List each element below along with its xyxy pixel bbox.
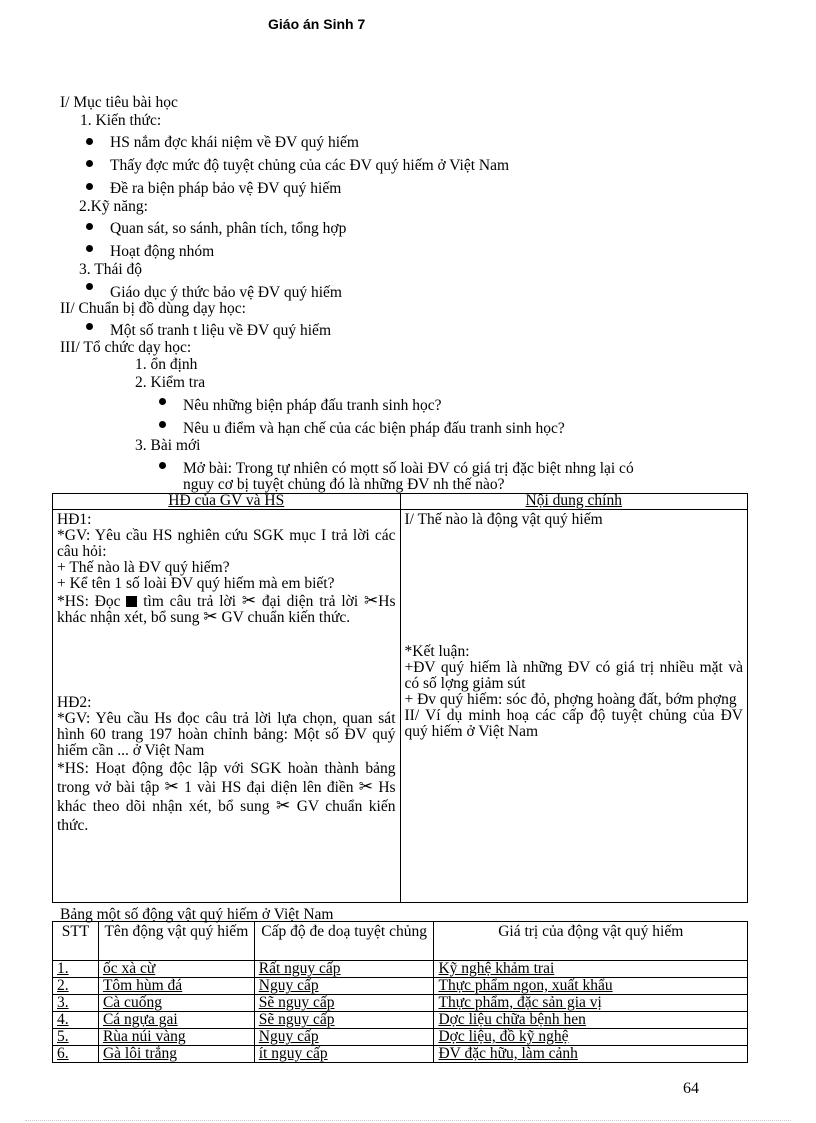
section-3-title: III/ Tổ chức dạy học: bbox=[60, 339, 192, 356]
header-value: Giá trị của động vật quý hiếm bbox=[434, 922, 748, 961]
table-cell: Sẽ nguy cấp bbox=[254, 995, 434, 1012]
table-cell: Sẽ nguy cấp bbox=[254, 1012, 434, 1029]
page-header: Giáo án Sinh 7 bbox=[268, 16, 366, 32]
knowledge-item: Đề ra biện pháp bảo vệ ĐV quý hiếm bbox=[110, 180, 342, 197]
knowledge-item: HS nắm đợc khái niệm về ĐV quý hiếm bbox=[110, 134, 359, 151]
table-cell: 2. bbox=[53, 978, 99, 995]
table-caption: Bảng một số động vật quý hiếm ở Việt Nam bbox=[60, 906, 334, 923]
bullet-icon bbox=[86, 160, 93, 167]
scissors-icon: ✂ bbox=[241, 591, 257, 610]
table-row bbox=[53, 1012, 748, 1029]
table-cell: Thực phẩm, đặc sản gia vị bbox=[434, 995, 748, 1012]
endangered-animals-table bbox=[52, 921, 748, 1063]
scissors-icon: ✂ bbox=[164, 777, 179, 796]
table-cell: ĐV đặc hữu, làm cảnh bbox=[434, 1046, 748, 1063]
conclusion-title: *Kết luận: bbox=[404, 643, 470, 660]
bullet-icon bbox=[86, 138, 93, 145]
step-item: 2. Kiểm tra bbox=[135, 374, 206, 391]
page-number: 64 bbox=[683, 1080, 699, 1097]
table-cell: 1. bbox=[53, 961, 99, 978]
bullet-icon bbox=[159, 462, 166, 469]
header-animal-name: Tên động vật quý hiếm bbox=[98, 922, 254, 961]
table-cell: Rùa núi vàng bbox=[98, 1029, 254, 1046]
scissors-icon: ✂ bbox=[203, 607, 218, 626]
scissors-icon: ✂ bbox=[358, 777, 374, 796]
hd1-title: HĐ1: bbox=[57, 511, 92, 528]
preparation-item: Một số tranh t liệu về ĐV quý hiếm bbox=[110, 322, 331, 339]
skill-item: Hoạt động nhóm bbox=[110, 243, 215, 260]
square-icon bbox=[126, 596, 137, 607]
table-cell: Dợc liệu chữa bệnh hen bbox=[434, 1012, 748, 1029]
content-heading-1: I/ Thế nào là động vật quý hiếm bbox=[404, 511, 603, 528]
table-cell: Cá ngựa gai bbox=[98, 1012, 254, 1029]
page-bottom-divider bbox=[25, 1120, 791, 1121]
table-cell: ốc xà cừ bbox=[98, 961, 254, 978]
hd2-title: HĐ2: bbox=[57, 694, 92, 711]
table-cell: Nguy cấp bbox=[254, 1029, 434, 1046]
table-cell: 3. bbox=[53, 995, 99, 1012]
step-item: 3. Bài mới bbox=[135, 437, 201, 454]
subsection-skills: 2.Kỹ năng: bbox=[79, 198, 148, 215]
hd2-student: *HS: Hoạt động độc lập với SGK hoàn thành bảng trong vở bài tập ✂ 1 vài HS đại diện lên điền ✂ Hs khác theo dõi nhận xét, bổ sung ✂ GV chuẩn kiến thức. bbox=[57, 760, 396, 834]
content-header: Nội dung chính bbox=[400, 494, 748, 510]
bullet-icon bbox=[159, 421, 166, 428]
table-cell: Nguy cấp bbox=[254, 978, 434, 995]
intro-text: Mở bài: Trong tự nhiên có mọtt số loài ĐV có giá trị đặc biệt nhng lại có bbox=[183, 460, 634, 477]
table-cell: 4. bbox=[53, 1012, 99, 1029]
table-cell: ít nguy cấp bbox=[254, 1046, 434, 1063]
step-item: 1. ổn định bbox=[135, 356, 198, 373]
header-threat-level: Cấp độ đe doạ tuyệt chủng bbox=[254, 922, 434, 961]
table-cell: 6. bbox=[53, 1046, 99, 1063]
table-cell: Cà cuống bbox=[98, 995, 254, 1012]
table-row bbox=[53, 1046, 748, 1063]
table-row bbox=[53, 995, 748, 1012]
activities-header: HĐ của GV và HS bbox=[53, 494, 401, 510]
table-row bbox=[53, 1029, 748, 1046]
hd1-question: + Thế nào là ĐV quý hiếm? bbox=[57, 559, 230, 576]
bullet-icon bbox=[86, 283, 93, 290]
intro-text: nguy cơ bị tuyệt chủng đó là những ĐV nh thế nào? bbox=[183, 476, 505, 493]
bullet-icon bbox=[159, 398, 166, 405]
hd1-question: + Kể tên 1 số loài ĐV quý hiếm mà em biết? bbox=[57, 575, 335, 592]
bullet-icon bbox=[86, 223, 93, 230]
table-cell: Rất nguy cấp bbox=[254, 961, 434, 978]
table-cell: Kỹ nghệ khảm trai bbox=[434, 961, 748, 978]
subsection-attitude: 3. Thái độ bbox=[79, 261, 142, 278]
review-question: Nêu u điểm và hạn chế của các biện pháp đấu tranh sinh học? bbox=[183, 420, 565, 437]
scissors-icon: ✂ bbox=[364, 591, 379, 610]
section-1-title: I/ Mục tiêu bài học bbox=[60, 94, 178, 111]
table-row bbox=[53, 978, 748, 995]
header-stt: STT bbox=[53, 922, 99, 961]
hd1-student: *HS: Đọc tìm câu trả lời ✂ đại diện trả lời ✂Hs khác nhận xét, bổ sung ✂ GV chuẩn kiến thức. bbox=[57, 591, 396, 626]
hd1-teacher: *GV: Yêu cầu HS nghiên cứu SGK mục I trả lời các câu hỏi: bbox=[57, 527, 396, 560]
bullet-icon bbox=[86, 323, 93, 330]
attitude-item: Giáo dục ý thức bảo vệ ĐV quý hiếm bbox=[110, 284, 342, 301]
bullet-icon bbox=[86, 245, 93, 252]
knowledge-item: Thấy đợc mức độ tuyệt chủng của các ĐV quý hiếm ở Việt Nam bbox=[110, 157, 510, 174]
review-question: Nêu những biện pháp đấu tranh sinh học? bbox=[183, 397, 442, 414]
table-cell: Tôm hùm đá bbox=[98, 978, 254, 995]
table-cell: Thực phẩm ngon, xuất khẩu bbox=[434, 978, 748, 995]
table-row bbox=[53, 961, 748, 978]
skill-item: Quan sát, so sánh, phân tích, tổng hợp bbox=[110, 220, 347, 237]
section-2-title: II/ Chuẩn bị đồ dùng dạy học: bbox=[60, 300, 246, 317]
bullet-icon bbox=[86, 183, 93, 190]
hd2-teacher: *GV: Yêu cầu Hs đọc câu trả lời lựa chọn, quan sát hình 60 trang 197 hoàn chỉnh bảng: Một số ĐV quý hiếm cần ... ở Việt Nam bbox=[57, 710, 396, 759]
content-heading-2: II/ Ví dụ minh hoạ các cấp độ tuyệt chủng của ĐV quý hiếm ở Việt Nam bbox=[404, 707, 743, 740]
conclusion-item: +ĐV quý hiếm là những ĐV có giá trị nhiều mặt và có số lợng giảm sút bbox=[404, 659, 743, 692]
scissors-icon: ✂ bbox=[275, 796, 291, 815]
conclusion-item: + Đv quý hiếm: sóc đỏ, phợng hoàng đất, bớm phợng bbox=[404, 691, 737, 708]
table-cell: Dợc liệu, đồ kỹ nghệ bbox=[434, 1029, 748, 1046]
subsection-knowledge: 1. Kiến thức: bbox=[80, 112, 162, 129]
table-cell: 5. bbox=[53, 1029, 99, 1046]
table-cell: Gà lôi trắng bbox=[98, 1046, 254, 1063]
activities-table bbox=[52, 493, 748, 903]
